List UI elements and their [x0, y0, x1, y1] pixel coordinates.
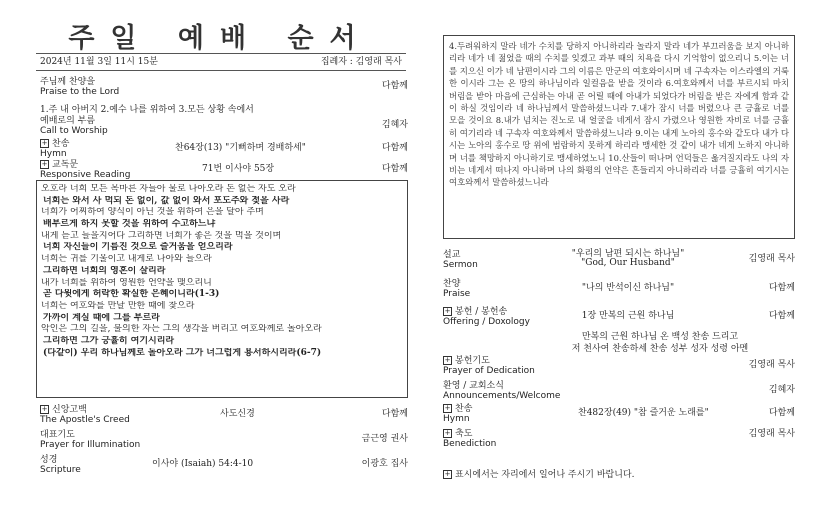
- stand-mark-icon: +: [444, 404, 451, 412]
- reading-line: 그리하면 너희의 영혼이 살리라: [43, 265, 166, 276]
- item-leader: 이광호 집사: [361, 459, 408, 469]
- hymn-item: [40, 139, 408, 159]
- footnote: [443, 467, 635, 480]
- item-english: Prayer for Illumination: [40, 440, 141, 450]
- scripture-detail: 이사야 (Isaiah) 54:4-10: [152, 459, 254, 469]
- reading-line: 너희는 와서 사 먹되 돈 없이, 값 없이 와서 포도주와 젖을 사라: [43, 195, 290, 206]
- item-korean: 찬송: [52, 139, 70, 149]
- doxology-lyrics: [535, 331, 785, 355]
- item-leader: 다함께: [381, 143, 408, 153]
- item-korean: 찬송: [455, 404, 473, 414]
- scripture-item: [40, 455, 408, 475]
- reading-line: 내가 너희를 위하여 영원한 언약을 맺으리니: [41, 277, 212, 288]
- bulletin-title: 주일 예배 순서: [68, 23, 372, 54]
- hymn-detail: 찬64장(13) "기뻐하며 경배하세": [175, 143, 306, 153]
- scripture-passage: 4.두려워하지 말라 네가 수치를 당하지 아니하리라 놀라지 말라 네가 부끄러움을 보지 아니하리라 네가 네 젊었을 때의 수치를 잊겠고 과부 때의 치욕을 다시 기억함이 없으리니 5.이는 너를 지으신 이가 네 남편이시라 그의 이름은 만군의 여호와이시며 네 구속자는 이스라엘의 거룩한 이시라 그는 온 땅의 하나님이라 일컬음을 받을 것이라 6.여호와께서 너를 부르시되 마치 버림을 받아 마음에 근심하는 아내 곧 어릴 때에 아내가 되었다가 버림을 받은 자에게 함과 같이 하실 것임이라 네 하나님께서 말씀하셨느니라 7.내가 잠시 너를 버렸으나 큰 긍휼로 너를 모을 것이요 8.내가 넘치는 진노로 내 얼굴을 네게서 잠시 가렸으나 영원한 자비로 너를 긍휼히 여기리라 네 구속자 여호와께서 말씀하셨느니라 9.이는 내게 노아의 홍수와 같도다 내가 다시는 노아의 홍수로 땅 위에 범람하지 못하게 하리라 맹세한 것 같이 내가 네게 노하지 아니하며 너를 책망하지 아니하기로 맹세하였노니 10.산들이 떠나며 언덕들은 옮겨질지라도 나의 자비는 네게서 떠나지 아니하며 나의 화평의 언약은 흔들리지 아니하리라 너를 긍휼히 여기시는 여호와께서 말씀하셨느니라: [443, 35, 795, 239]
- item-leader: 김혜자: [381, 120, 408, 130]
- item-english: Scripture: [40, 465, 81, 475]
- left-page: [20, 0, 420, 507]
- praise-item: [443, 279, 795, 299]
- item-leader: 김영래 목사: [748, 254, 795, 264]
- sermon-title-korean: "우리의 남편 되시는 하나님": [571, 249, 685, 259]
- hymn-item: [443, 404, 795, 424]
- item-korean: 성경: [40, 455, 58, 465]
- offering-detail: 1장 만복의 근원 하나님: [581, 311, 675, 321]
- benediction-item: [443, 429, 795, 449]
- reading-line: 내게 듣고 들을지어다 그리하면 너희가 좋은 것을 먹을 것이며: [41, 230, 282, 241]
- sermon-item: [443, 250, 795, 270]
- item-leader: 다함께: [381, 81, 408, 91]
- call-to-worship-item: [40, 116, 408, 136]
- item-leader: 다함께: [381, 409, 408, 419]
- hymn-detail: 찬482장(49) "참 즐거운 노래를": [578, 408, 709, 418]
- praise-item: [40, 77, 408, 97]
- item-korean: 대표기도: [40, 430, 75, 440]
- reading-line: 오호라 너희 모든 목마른 자들아 물로 나아오라 돈 없는 자도 오라: [41, 184, 296, 194]
- item-english: Hymn: [443, 414, 470, 424]
- item-english: Offering / Doxology: [443, 317, 530, 327]
- praise-songs: 1.주 내 아버지 2.예수 나를 위하여 3.모든 상황 속에서: [40, 105, 254, 115]
- reading-line: 너희가 어찌하여 양식이 아닌 것을 위하여 은을 달아 주며: [41, 207, 264, 218]
- item-korean: 예배로의 부름: [40, 116, 96, 126]
- stand-mark-icon: +: [41, 405, 48, 413]
- item-leader: 다함께: [768, 311, 795, 321]
- item-english: Call to Worship: [40, 126, 108, 136]
- item-leader: 금근영 권사: [361, 434, 408, 444]
- stand-mark-icon: +: [41, 160, 48, 168]
- item-english: Responsive Reading: [40, 170, 131, 180]
- item-korean: 봉헌기도: [455, 356, 490, 366]
- stand-mark-icon: +: [444, 470, 451, 478]
- item-korean: 봉헌 / 봉헌송: [455, 307, 508, 317]
- date-line: [36, 53, 406, 71]
- prayer-item: [40, 430, 408, 450]
- doxology-line: 저 천사여 찬송하세 찬송 성부 성자 성령 아멘: [571, 344, 749, 354]
- sermon-title: [543, 250, 713, 268]
- responsive-reading-box: [36, 180, 408, 398]
- reading-line: 너희 자신들이 기름진 것으로 즐거움을 얻으리라: [43, 242, 233, 253]
- reading-line: 너희는 귀를 기울이고 내게로 나아와 들으라: [41, 254, 212, 265]
- item-english: Benediction: [443, 439, 497, 449]
- item-english: Hymn: [40, 149, 67, 159]
- item-korean: 축도: [455, 429, 473, 439]
- item-english: Sermon: [443, 260, 478, 270]
- item-english: Praise to the Lord: [40, 87, 120, 97]
- stand-mark-icon: +: [41, 139, 48, 147]
- item-english: Announcements/Welcome: [443, 391, 561, 401]
- item-leader: 김영래 목사: [748, 360, 795, 370]
- reading-detail: 71번 이사야 55장: [202, 164, 275, 174]
- item-korean: 교독문: [52, 160, 79, 170]
- stand-mark-icon: +: [444, 307, 451, 315]
- item-korean: 환영 / 교회소식: [443, 381, 504, 391]
- dedication-item: [443, 356, 795, 376]
- creed-item: [40, 405, 408, 425]
- responsive-reading-item: [40, 160, 408, 180]
- item-leader: 다함께: [768, 408, 795, 418]
- sermon-title-english: "God, Our Husband": [581, 258, 675, 268]
- announcements-item: [443, 381, 795, 401]
- footnote-text: 표시에서는 자리에서 일어나 주시기 바랍니다.: [455, 470, 635, 480]
- reading-line: 악인은 그의 길을, 불의한 자는 그의 생각을 버리고 여호와께로 돌아오라: [41, 324, 322, 335]
- creed-detail: 사도신경: [220, 409, 255, 419]
- reading-line: (다같이) 우리 하나님께로 돌아오라 그가 너그럽게 용서하시리라(6-7): [43, 347, 322, 358]
- stand-mark-icon: +: [444, 429, 451, 437]
- doxology-line: 만복의 근원 하나님 온 백성 찬송 드리고: [581, 332, 739, 342]
- reading-line: 그리하면 그가 긍휼히 여기시리라: [43, 335, 175, 346]
- item-korean: 찬양: [443, 279, 461, 289]
- item-english: Prayer of Dedication: [443, 366, 535, 376]
- item-korean: 신앙고백: [52, 405, 87, 415]
- item-leader: 김혜자: [768, 385, 795, 395]
- service-date: 2024년 11월 3일 11시 15분: [40, 57, 158, 67]
- right-page: [435, 0, 835, 507]
- item-leader: 김영래 목사: [748, 429, 795, 439]
- reading-line: 가까이 계실 때에 그를 부르라: [43, 312, 160, 323]
- item-english: Praise: [443, 289, 471, 299]
- item-leader: 다함께: [381, 164, 408, 174]
- reading-line: 너희는 여호와를 만날 만한 때에 찾으라: [41, 300, 195, 311]
- reading-line: 곧 다윗에게 허락한 확실한 은혜이니라(1-3): [43, 289, 220, 300]
- item-english: The Apostle's Creed: [40, 415, 130, 425]
- stand-mark-icon: +: [444, 356, 451, 364]
- reading-line: 배부르게 하지 못할 것을 위하여 수고하느냐: [43, 219, 216, 230]
- praise-detail: "나의 반석이신 하나님": [581, 283, 675, 293]
- presider: 집례자 : 김영래 목사: [320, 57, 402, 67]
- item-korean: 설교: [443, 250, 461, 260]
- offering-item: [443, 307, 795, 327]
- item-korean: 주님께 찬양을: [40, 77, 96, 87]
- item-leader: 다함께: [768, 283, 795, 293]
